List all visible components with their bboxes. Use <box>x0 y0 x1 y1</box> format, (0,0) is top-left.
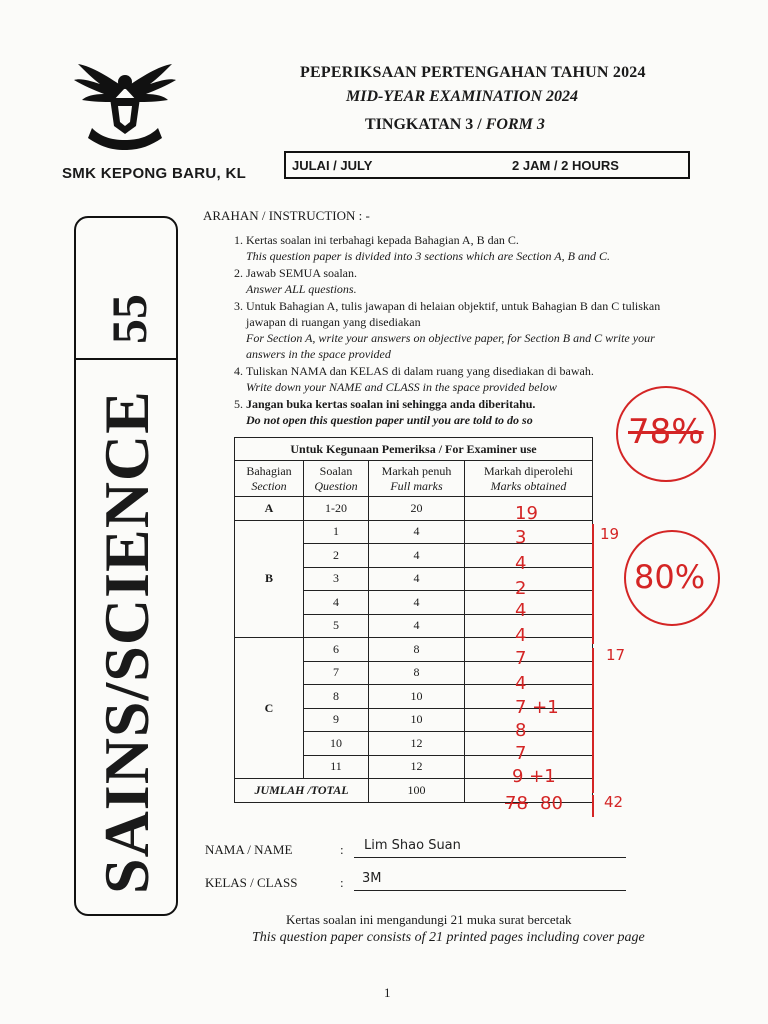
full-marks-cell: 8 <box>369 638 465 662</box>
subtotal-note: 17 <box>606 646 626 664</box>
handwritten-mark: 4 <box>515 553 527 574</box>
total-label: JUMLAH /TOTAL <box>235 779 369 803</box>
full-marks-cell: 4 <box>369 520 465 544</box>
instruction-malay: 2. Jawab SEMUA soalan. <box>246 266 357 280</box>
instruction-english: Do not open this question paper until you are told to do so <box>246 413 533 427</box>
full-marks-cell: 4 <box>369 591 465 615</box>
table-row <box>235 497 593 521</box>
table-title: Untuk Kegunaan Pemeriksa / For Examiner use <box>235 438 593 461</box>
class-colon: : <box>340 875 344 890</box>
question-cell: 4 <box>304 591 369 615</box>
date-duration-box <box>284 151 690 179</box>
footer-malay: Kertas soalan ini mengandungi 21 muka surat bercetak <box>286 912 572 927</box>
instruction-malay: 3. Untuk Bahagian A, tulis jawapan di helaian objektif, untuk Bahagian B dan C tuliskan jawapan di ruangan yang disediakan <box>246 299 661 329</box>
header-marks-obtained: Markah diperolehi Marks obtained <box>465 461 593 497</box>
instruction-item <box>246 298 696 362</box>
examiner-table <box>234 437 593 803</box>
handwritten-mark: 3 <box>515 527 527 548</box>
class-field-line <box>354 889 626 891</box>
class-label: KELAS / CLASS <box>205 875 298 890</box>
instruction-malay: 4. Tuliskan NAMA dan KELAS di dalam ruang yang disediakan di bawah. <box>246 364 594 378</box>
name-field-line <box>354 856 626 858</box>
header-full-marks: Markah penuh Full marks <box>369 461 465 497</box>
instruction-item <box>246 232 696 264</box>
form-english: FORM 3 <box>485 116 545 133</box>
instruction-malay: 5. Jangan buka kertas soalan ini sehingga anda diberitahu. <box>246 397 536 411</box>
instruction-english: For Section A, write your answers on objective paper, for Section B and C write your answers in the space provided <box>246 331 655 361</box>
question-cell: 1-20 <box>304 497 369 521</box>
subject-code: 55 <box>101 294 157 344</box>
question-cell: 3 <box>304 567 369 591</box>
full-marks-cell: 12 <box>369 755 465 779</box>
instruction-english: Write down your NAME and CLASS in the space provided below <box>246 380 557 394</box>
red-bracket-line <box>592 524 594 644</box>
handwritten-mark: 4 <box>515 600 527 621</box>
instruction-heading: ARAHAN / INSTRUCTION : - <box>203 208 370 223</box>
exam-title-malay: PEPERIKSAAN PERTENGAHAN TAHUN 2024 <box>300 64 646 81</box>
percent-new: 80% <box>634 558 706 596</box>
instruction-malay: 1. Kertas soalan ini terbahagi kepada Bahagian A, B dan C. <box>246 233 519 247</box>
marks-obtained-cell <box>465 638 593 662</box>
question-cell: 2 <box>304 544 369 568</box>
full-marks-cell: 4 <box>369 544 465 568</box>
full-marks-cell: 10 <box>369 708 465 732</box>
footer-english: This question paper consists of 21 printed pages including cover page <box>252 930 645 945</box>
handwritten-mark: 19 <box>515 503 538 524</box>
full-marks-cell: 20 <box>369 497 465 521</box>
question-cell: 5 <box>304 614 369 638</box>
form-malay: TINGKATAN 3 / <box>365 116 482 133</box>
subject-title: SAINS/SCIENCE <box>91 390 162 894</box>
full-marks-cell: 4 <box>369 567 465 591</box>
question-cell: 9 <box>304 708 369 732</box>
header-section: Bahagian Section <box>235 461 304 497</box>
section-label: B <box>235 520 304 638</box>
marks-obtained-cell <box>465 661 593 685</box>
subject-spine <box>74 216 178 916</box>
question-cell: 6 <box>304 638 369 662</box>
exam-title-english: MID-YEAR EXAMINATION 2024 <box>346 88 579 105</box>
percent-old: 78% <box>628 412 704 452</box>
marks-obtained-cell <box>465 567 593 591</box>
handwritten-mark: 2 <box>515 578 527 599</box>
form-level <box>365 116 545 134</box>
handwritten-mark: 7 <box>515 743 527 764</box>
exam-month: JULAI / JULY <box>292 158 373 173</box>
total-full-marks: 100 <box>369 779 465 803</box>
table-row <box>235 520 593 544</box>
handwritten-mark: 8 <box>515 720 527 741</box>
header-question: Soalan Question <box>304 461 369 497</box>
marks-obtained-cell <box>465 544 593 568</box>
name-value: Lim Shao Suan <box>364 838 461 853</box>
school-emblem-icon <box>70 58 180 158</box>
subtotal-note: 42 <box>604 793 624 811</box>
instruction-item <box>246 265 696 297</box>
full-marks-cell: 4 <box>369 614 465 638</box>
question-cell: 11 <box>304 755 369 779</box>
class-value: 3M <box>362 871 382 886</box>
handwritten-mark: 4 <box>515 673 527 694</box>
subject-code-box <box>76 238 176 360</box>
subtotal-note: 19 <box>600 525 620 543</box>
table-row <box>235 638 593 662</box>
red-bracket-line <box>592 648 594 793</box>
handwritten-total: 80 <box>540 793 563 814</box>
full-marks-cell: 12 <box>369 732 465 756</box>
marks-obtained-cell <box>465 614 593 638</box>
table-header-row <box>235 461 593 497</box>
handwritten-mark: 4 <box>515 625 527 646</box>
marks-obtained-cell <box>465 591 593 615</box>
section-label: C <box>235 638 304 779</box>
instruction-english: Answer ALL questions. <box>246 282 357 296</box>
marks-obtained-cell <box>465 732 593 756</box>
question-cell: 8 <box>304 685 369 709</box>
school-name: SMK KEPONG BARU, KL <box>62 165 247 182</box>
section-label: A <box>235 497 304 521</box>
percent-circle-new <box>624 530 720 626</box>
question-cell: 10 <box>304 732 369 756</box>
name-colon: : <box>340 842 344 857</box>
handwritten-mark: 7 +1 <box>515 697 559 718</box>
exam-duration: 2 JAM / 2 HOURS <box>512 158 619 173</box>
instruction-item <box>246 363 696 395</box>
percent-circle-old <box>616 386 716 482</box>
name-label: NAMA / NAME <box>205 842 293 857</box>
instruction-list <box>226 232 696 429</box>
handwritten-mark: 9 +1 <box>512 766 556 787</box>
handwritten-total-crossed: 78 <box>505 793 528 814</box>
handwritten-mark: 7 <box>515 648 527 669</box>
full-marks-cell: 10 <box>369 685 465 709</box>
full-marks-cell: 8 <box>369 661 465 685</box>
question-cell: 1 <box>304 520 369 544</box>
page-number: 1 <box>384 985 391 1000</box>
red-bracket-line <box>592 795 594 817</box>
instruction-english: This question paper is divided into 3 sections which are Section A, B and C. <box>246 249 610 263</box>
question-cell: 7 <box>304 661 369 685</box>
